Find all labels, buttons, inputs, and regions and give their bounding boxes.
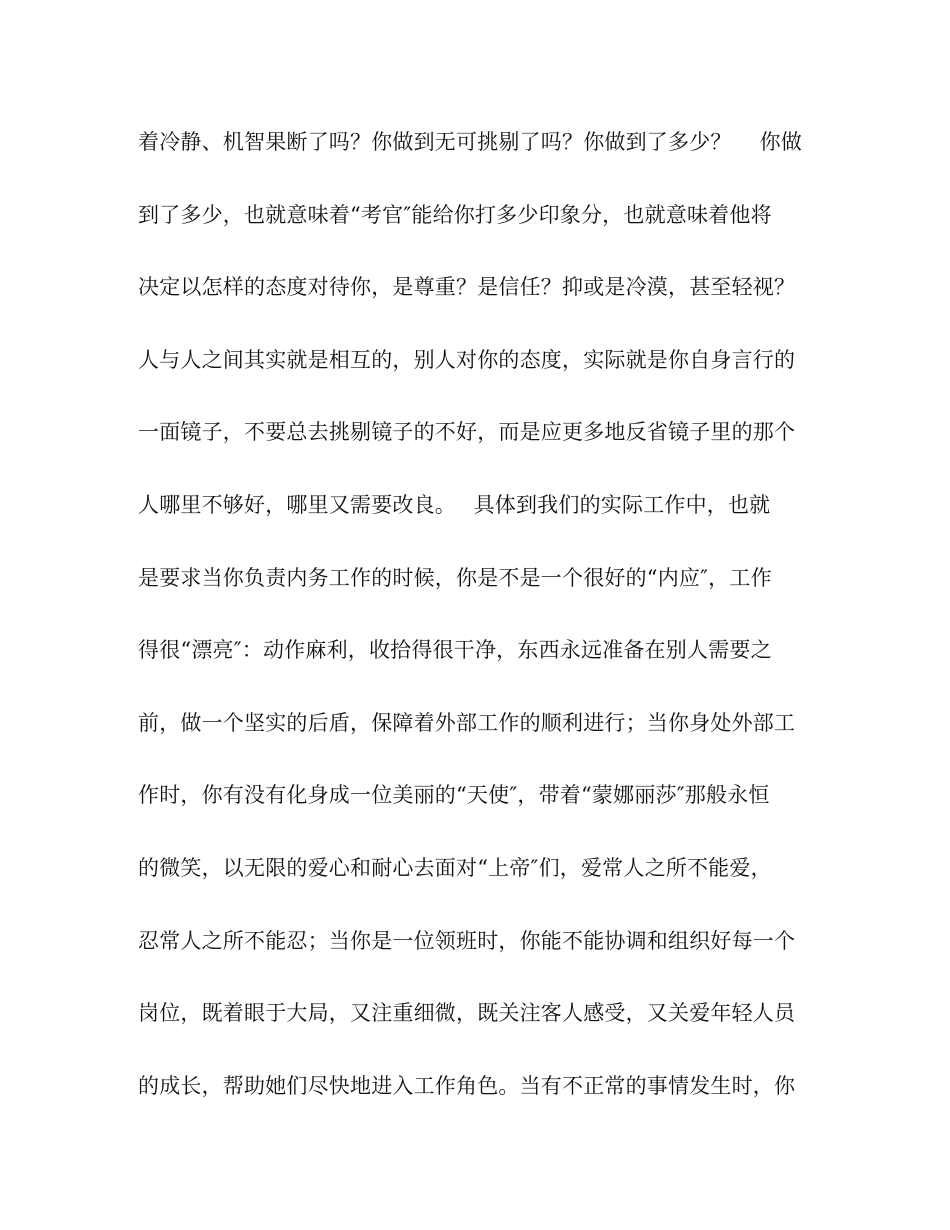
- text-line-14: 的成长，帮助她们尽快地进入工作角色。当有不正常的事情发生时，你: [138, 1073, 796, 1098]
- text-line-11: 的微笑，以无限的爱心和耐心去面对“上帝″们，爱常人之所不能爱，: [138, 855, 772, 880]
- text-line-1: 着冷静、机智果断了吗？你做到无可挑剔了吗？你做到了多少？ 你做: [138, 130, 803, 154]
- text-line-2: 到了多少，也就意味着“考官″能给你打多少印象分，也就意味着他将: [138, 202, 772, 227]
- body-text: [138, 120, 828, 1136]
- text-line-9: 前，做一个坚实的后盾，保障着外部工作的顺利进行；当你身处外部工: [138, 710, 796, 735]
- text-line-5: 一面镜子，不要总去挑剔镜子的不好，而是应更多地反省镜子里的那个: [138, 420, 796, 445]
- text-line-4: 人与人之间其实就是相互的，别人对你的态度，实际就是你自身言行的: [138, 347, 796, 372]
- text-line-10: 作时，你有没有化身成一位美丽的“天使″，带着“蒙娜丽莎″那般永恒: [138, 783, 770, 808]
- text-line-12: 忍常人之所不能忍；当你是一位领班时，你能不能协调和组织好每一个: [138, 928, 796, 953]
- text-line-3: 决定以怎样的态度对待你，是尊重？是信任？抑或是冷漠，甚至轻视？: [138, 275, 796, 300]
- text-line-7: 是要求当你负责内务工作的时候，你是不是一个很好的“内应″，工作: [138, 565, 772, 590]
- text-line-6: 人哪里不够好，哪里又需要改良。 具体到我们的实际工作中，也就: [138, 492, 771, 517]
- text-line-13: 岗位，既着眼于大局，又注重细微，既关注客人感受，又关爱年轻人员: [138, 1001, 796, 1026]
- text-line-8: 得很“漂亮″：动作麻利，收拾得很干净，东西永远准备在别人需要之: [138, 638, 772, 663]
